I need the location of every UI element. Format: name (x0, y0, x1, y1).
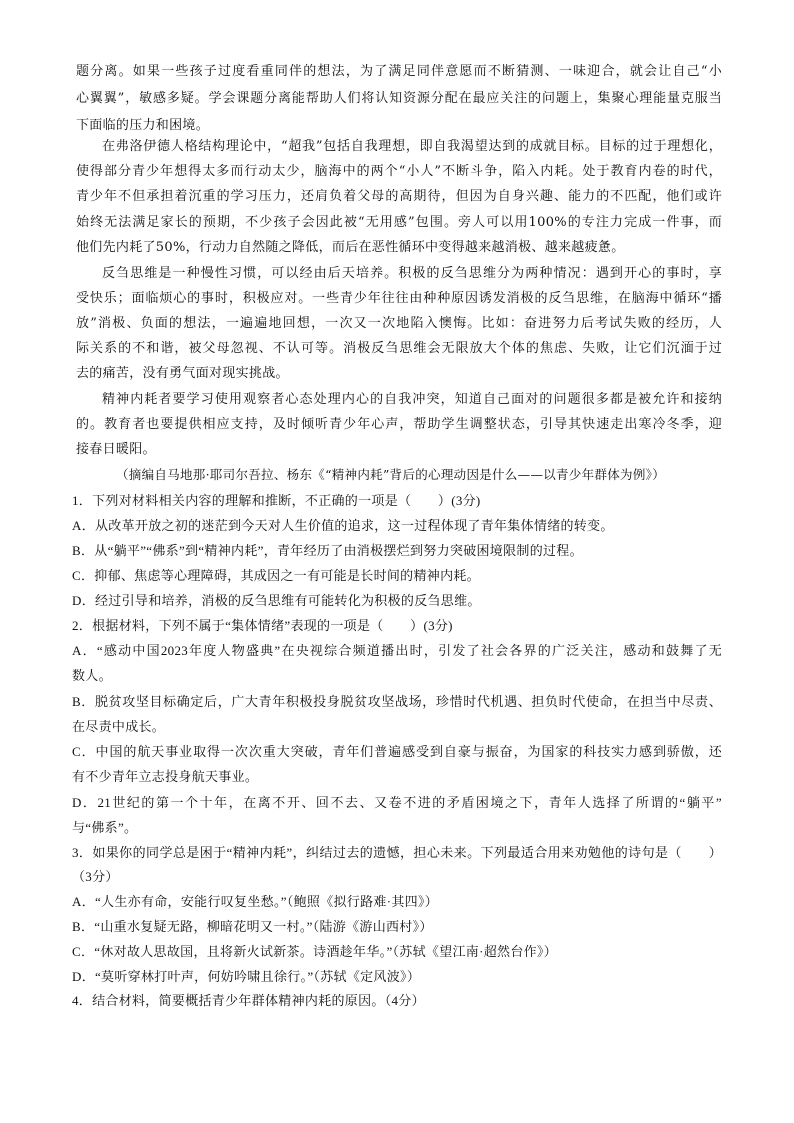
question-2-option-b: B．脱贫攻坚目标确定后，广大青年积极投身脱贫攻坚战场，珍惜时代机遇、担负时代使命，在担当中尽责、 (72, 694, 722, 709)
question-2-option-d-cont: 与“佛系”。 (72, 820, 138, 835)
passage-line: 去的痛苦，没有勇气面对现实挑战。 (76, 366, 289, 381)
passage-line: 接春日暖阳。 (76, 442, 156, 457)
question-2-option-c: C．中国的航天事业取得一次次重大突破，青年们普遍感受到自豪与振奋，为国家的科技实力感到骄傲，还 (72, 744, 722, 759)
question-2-option-b-cont: 在尽责中成长。 (72, 719, 166, 734)
passage-line: 在弗洛伊德人格结构理论中，“超我”包括自我理想，即自我渴望达到的成就目标。目标的过于理想化， (102, 139, 722, 154)
question-2-option-d: D．21世纪的第一个十年，在离不开、回不去、又卷不进的矛盾困境之下，青年人选择了所谓的“躺平” (72, 795, 722, 810)
passage-line: 题分离。如果一些孩子过度看重同伴的想法，为了满足同伴意愿而不断猜测、一味迎合，就会让自己“小 (76, 64, 722, 79)
question-3-option-d: D．“莫听穿林打叶声，何妨吟啸且徐行。”（苏轼《定风波》） (72, 969, 421, 984)
question-4-stem: 4．结合材料，简要概括青少年群体精神内耗的原因。（4分） (72, 993, 425, 1008)
question-2-option-c-cont: 有不少青年立志投身航天事业。 (72, 769, 259, 784)
passage-line: 下面临的压力和困境。 (76, 118, 210, 133)
passage-line: 始终无法满足家长的预期，不少孩子会因此被“无用感”包围。旁人可以用100%的专注力完成一件事，而 (76, 215, 722, 230)
question-2-option-a: A．“感动中国2023年度人物盛典”在央视综合频道播出时，引发了社会各界的广泛关注，感动和鼓舞了无 (72, 643, 722, 658)
question-2-option-a-cont: 数人。 (72, 668, 112, 683)
question-1-stem: 1．下列对材料相关内容的理解和推断，不正确的一项是（ ）(3分) (72, 493, 481, 508)
passage-line: 的。教育者也要提供相应支持，及时倾听青少年心声，帮助学生调整状态，引导其快速走出寒冷冬季，迎 (76, 417, 722, 432)
question-3-option-a: A．“人生亦有命，安能行叹复坐愁。”（鲍照《拟行路难·其四》） (72, 894, 439, 909)
question-1-option-c: C．抑郁、焦虑等心理障碍，其成因之一有可能是长时间的精神内耗。 (72, 568, 480, 583)
passage-line: 反刍思维是一种慢性习惯，可以经由后天培养。积极的反刍思维分为两种情况：遇到开心的事时，享 (102, 266, 722, 281)
question-1-option-d: D．经过引导和培养，消极的反刍思维有可能转化为积极的反刍思维。 (72, 593, 481, 608)
passage-line: 放”消极、负面的想法，一遍遍地回想，一次又一次地陷入懊悔。比如：奋进努力后考试失败的经历，人 (76, 316, 722, 331)
passage-line: 际关系的不和谐，被父母忽视、不认可等。消极反刍思维会无限放大个体的焦虑、失败，让它们沉湎于过 (76, 341, 722, 356)
question-3-stem-cont: （3分） (72, 869, 119, 884)
question-3-option-c: C．“休对故人思故国，且将新火试新茶。诗酒趁年华。”（苏轼《望江南·超然台作》） (72, 944, 558, 959)
question-1-option-a: A．从改革开放之初的迷茫到今天对人生价值的追求，这一过程体现了青年集体情绪的转变。 (72, 518, 614, 533)
question-1-option-b: B．从“躺平”“佛系”到“精神内耗”，青年经历了由消极摆烂到努力突破困境限制的过程。 (72, 543, 583, 558)
passage-line: 心翼翼”，敏感多疑。学会课题分离能帮助人们将认知资源分配在最应关注的问题上，集聚心理能量克服当 (76, 91, 722, 106)
passage-line: 他们先内耗了50%，行动力自然随之降低，而后在恶性循环中变得越来越消极、越来越疲惫。 (76, 240, 625, 255)
passage-line: 使得部分青少年想得太多而行动太少，脑海中的两个“小人”不断斗争，陷入内耗。处于教育内卷的时代， (76, 164, 722, 179)
passage-source: （摘编自马地那·耶司尔吾拉、杨东《“精神内耗”背后的心理动因是什么——以青少年群体为例》） (116, 467, 666, 482)
passage-line: 青少年不但承担着沉重的学习压力，还肩负着父母的高期待，但因为自身兴趣、能力的不匹配，他们或许 (76, 189, 722, 204)
question-2-stem: 2．根据材料，下列不属于“集体情绪”表现的一项是（ ）(3分) (72, 618, 453, 633)
question-3-stem: 3．如果你的同学总是困于“精神内耗”，纠结过去的遗憾，担心未来。下列最适合用来劝勉他的诗句是（ ） (72, 845, 722, 860)
passage-line: 受快乐；面临烦心的事时，积极应对。一些青少年往往由种种原因诱发消极的反刍思维，在脑海中循环“播 (76, 291, 722, 306)
passage-line: 精神内耗者要学习使用观察者心态处理内心的自我冲突，知道自己面对的问题很多都是被允许和接纳 (102, 392, 722, 407)
question-3-option-b: B．“山重水复疑无路，柳暗花明又一村。”（陆游《游山西村》） (72, 919, 433, 934)
